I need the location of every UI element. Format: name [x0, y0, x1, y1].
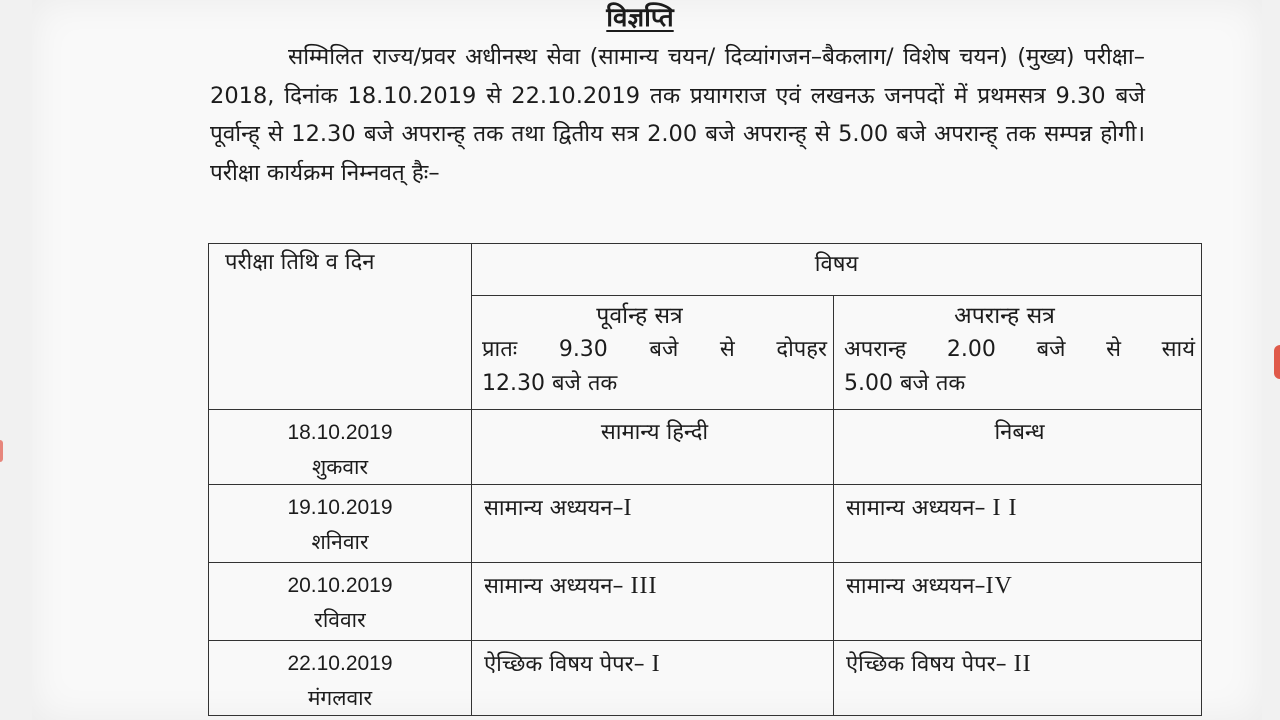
afternoon-session-time-line1: अपरान्ह 2.00 बजे से सायं — [844, 337, 1195, 362]
afternoon-session-time-line2: 5.00 बजे तक — [844, 371, 966, 396]
afternoon-subject-name: सामान्य अध्ययन– — [846, 496, 986, 521]
afternoon-paper-number: I I — [985, 495, 1018, 521]
morning-subject-name: ऐच्छिक विषय पेपर– — [484, 652, 645, 677]
exam-date: 18.10.2019 — [287, 421, 393, 444]
morning-paper-number: I — [623, 495, 633, 521]
exam-date-cell — [209, 410, 472, 485]
morning-subject-name: सामान्य अध्ययन– — [484, 496, 624, 521]
afternoon-session-title: अपरान्ह सत्र — [954, 303, 1055, 329]
exam-day: शनिवार — [311, 530, 369, 554]
edge-marker — [1274, 345, 1280, 379]
table-row — [209, 563, 1202, 641]
notice-title-text: विज्ञप्ति — [606, 3, 674, 33]
afternoon-subject: निबन्ध — [834, 410, 1202, 485]
morning-session-time-line1: प्रातः 9.30 बजे से दोपहर — [482, 337, 827, 362]
morning-paper-number: I — [644, 651, 661, 677]
exam-date: 22.10.2019 — [287, 652, 393, 675]
morning-subject: सामान्य हिन्दी — [472, 410, 834, 485]
table-row — [209, 641, 1202, 716]
morning-subject-name: सामान्य अध्ययन– — [484, 574, 624, 599]
afternoon-subject — [834, 641, 1202, 716]
exam-date-cell — [209, 641, 472, 716]
exam-date-cell — [209, 485, 472, 563]
edge-marker — [0, 440, 3, 462]
exam-date: 19.10.2019 — [287, 496, 393, 519]
afternoon-subject-name: सामान्य अध्ययन– — [846, 574, 986, 599]
afternoon-subject — [834, 563, 1202, 641]
table-row — [209, 485, 1202, 563]
header-subject: विषय — [472, 244, 1202, 296]
morning-subject — [472, 641, 834, 716]
afternoon-paper-number: IV — [985, 573, 1013, 599]
afternoon-subject — [834, 485, 1202, 563]
header-morning-session — [472, 296, 834, 410]
morning-subject — [472, 485, 834, 563]
header-exam-date-day: परीक्षा तिथि व दिन — [209, 244, 472, 410]
table-row — [209, 410, 1202, 485]
morning-session-time-line2: 12.30 बजे तक — [482, 371, 618, 396]
exam-day: रविवार — [314, 608, 366, 632]
notice-paragraph: सम्मिलित राज्य/प्रवर अधीनस्थ सेवा (सामान्य चयन/ दिव्यांगजन–बैकलाग/ विशेष चयन) (मुख्य) परीक्षा–2018, दिनांक 18.10.2019 से 22.10.2019 तक प्रयागराज एवं लखनऊ जनपदों में प्रथमसत्र 9.30 बजे पूर्वान्ह् से 12.30 बजे अपरान्ह् तक तथा द्वितीय सत्र 2.00 बजे अपरान्ह् से 5.00 बजे अपरान्ह् तक सम्पन्न होगी। परीक्षा कार्यक्रम निम्नवत् हैः– — [210, 44, 1145, 186]
morning-paper-number: III — [623, 573, 658, 599]
afternoon-subject-name: ऐच्छिक विषय पेपर– — [846, 652, 1007, 677]
notice-title — [0, 0, 1280, 36]
exam-day: शुकवार — [311, 455, 369, 479]
morning-session-title: पूर्वान्ह सत्र — [596, 303, 683, 329]
morning-subject — [472, 563, 834, 641]
exam-schedule-table — [208, 243, 1202, 716]
afternoon-paper-number: II — [1006, 651, 1032, 677]
exam-date: 20.10.2019 — [287, 574, 393, 597]
exam-day: मंगलवार — [307, 686, 373, 710]
exam-date-cell — [209, 563, 472, 641]
header-afternoon-session — [834, 296, 1202, 410]
